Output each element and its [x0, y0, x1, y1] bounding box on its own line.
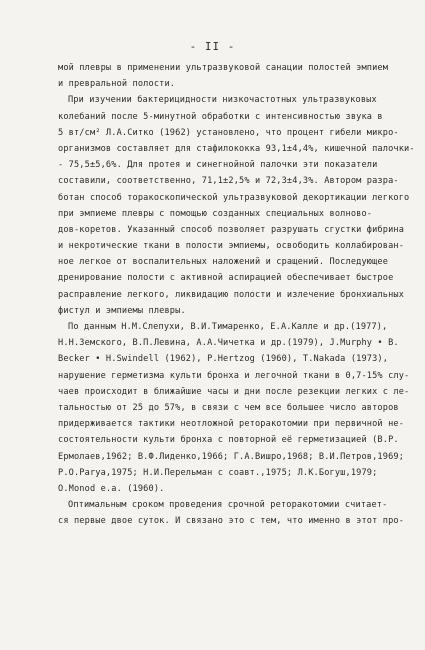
text-line: Оптимальным сроком проведения срочной реторакотомии считает-: [68, 500, 388, 511]
text-line: ся первые двое суток. И связано это с тем, что именно в этот про-: [58, 516, 405, 527]
text-line: мой плевры в применении ультразвуковой санации полостей эмпием: [58, 63, 389, 73]
text-line: тальностью от 25 до 57%, в связи с чем все большее число авторов: [58, 402, 399, 413]
text-line: Becker • H.Swindell (1962), P.Hertzog (1960), T.Nakada (1973),: [58, 354, 389, 365]
text-line: Н.Н.Земского, В.П.Левина, А.А.Чичетка и др.(1979), J.Murphy • B.: [58, 338, 399, 349]
text-line: При изучении бактерицидности низкочастотных ультразвуковых: [68, 95, 377, 106]
text-line: P.O.Parya,1975; Н.И.Перельман с соавт.,1975; Л.К.Богуш,1979;: [58, 467, 378, 478]
text-line: ное легкое от воспалительных наложений и сращений. Последующее: [58, 257, 389, 268]
text-line: ботан способ торакоскопической ультразвуковой декортикации легкого: [58, 192, 410, 203]
page-number: - II -: [189, 40, 236, 53]
text-line: нарушение герметизма культи бронха и легочной ткани в 0,7-15% слу-: [58, 370, 410, 381]
text-line: дренирование полости с активной аспирацией обеспечивает быстрое: [58, 273, 394, 284]
text-line: состоятельности культи бронха с повторной её герметизацией (В.Р.: [58, 435, 399, 446]
text-line: и превральной полости.: [58, 79, 176, 90]
text-line: Ермолаев,1962; В.Ф.Лиденко,1966; Г.А.Вишро,1968; В.И.Петров,1969;: [58, 451, 405, 462]
text-line: составили, соответственно, 71,1±2,5% и 72,3±4,3%. Автором разра-: [58, 176, 399, 187]
text-line: 5 вт/см² Л.А.Ситко (1962) установлено, что процент гибели микро-: [58, 127, 399, 138]
text-line: По данным Н.М.Слепухи, В.И.Тимаренко, Е.А.Калле и др.(1977),: [68, 322, 388, 332]
text-line: при эмпиеме плевры с помощью созданных специальных волново-: [58, 208, 373, 219]
body-text: [58, 60, 418, 529]
text-line: колебаний после 5-минутной обработки с интенсивностью звука в: [58, 111, 383, 122]
text-line: фистул и эмпиемы плевры.: [58, 305, 186, 316]
text-line: чаев происходит в ближайшие часы и дни после резекции легких с ле-: [58, 386, 410, 397]
text-line: организмов составляет для стафилококка 93,1±4,4%, кишечной палочки-: [58, 143, 415, 154]
text-line: и некротические ткани в полости эмпиемы, освободить коллабирован-: [58, 241, 405, 252]
text-line: придерживается тактики неотложной реторакотомии при первичной не-: [58, 419, 405, 430]
text-line: дов-коретов. Указанный способ позволяет разрушать сгустки фибрина: [58, 224, 405, 235]
text-line: расправление легкого, ликвидацию полости и излечение бронхиальных: [58, 289, 405, 300]
text-line: O.Monod e.a. (1960).: [58, 483, 165, 494]
text-line: - 75,5±5,6%. Для протея и синегнойной палочки эти показатели: [58, 160, 378, 171]
